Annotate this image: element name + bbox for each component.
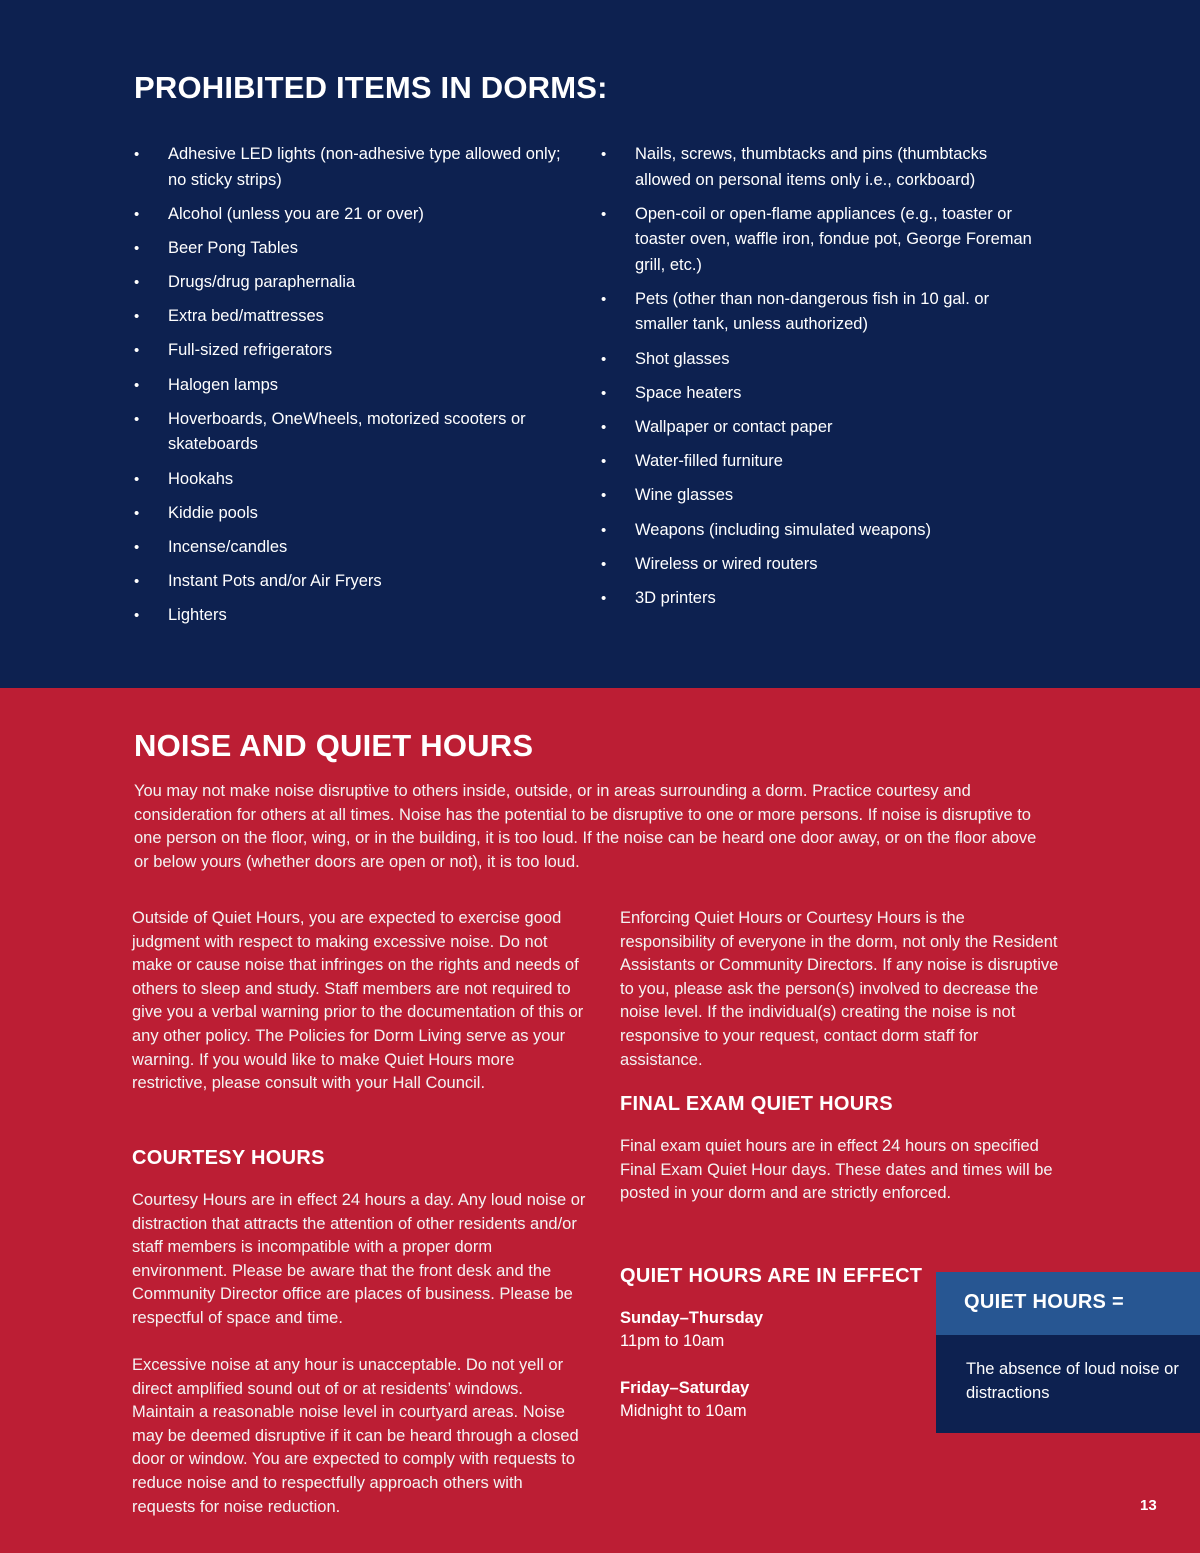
final-exam-text: Final exam quiet hours are in effect 24 hours on specified Final Exam Quiet Hour days. These dates and times will be posted in your dorm and are strictly enforced. xyxy=(620,1137,1053,1203)
prohibited-item: • Weapons (including simulated weapons) xyxy=(601,518,1041,544)
prohibited-item: • Shot glasses xyxy=(601,347,1041,373)
prohibited-item: • Full-sized refrigerators xyxy=(134,338,564,364)
prohibited-item: • Beer Pong Tables xyxy=(134,236,564,262)
noise-title: NOISE AND QUIET HOURS xyxy=(134,728,534,763)
prohibited-item: • Drugs/drug paraphernalia xyxy=(134,270,564,296)
prohibited-item: • Halogen lamps xyxy=(134,373,564,399)
prohibited-item: • Wine glasses xyxy=(601,483,1041,509)
prohibited-item: • Water-filled furniture xyxy=(601,449,1041,475)
quiet-hours-box-body xyxy=(936,1335,1200,1433)
prohibited-item: • Hoverboards, OneWheels, motorized scooters or skateboards xyxy=(134,407,564,458)
excessive-noise-text: Excessive noise at any hour is unacceptable. Do not yell or direct amplified sound out of or at residents’ windows. Maintain a reasonable noise level in courtyard areas. Noise may be deemed disruptive if it can be heard through a closed door or window. You are expected to comply with requests to reduce noise and to respectfully approach others with requests for noise reduction. xyxy=(132,1356,579,1516)
quiet-hours-definition: The absence of loud noise or distractions xyxy=(966,1360,1179,1402)
prohibited-item: • Instant Pots and/or Air Fryers xyxy=(134,569,564,595)
weekend-label: Friday–Saturday xyxy=(620,1379,750,1397)
prohibited-item: • Adhesive LED lights (non-adhesive type allowed only; no sticky strips) xyxy=(134,142,564,193)
prohibited-item: • Pets (other than non-dangerous fish in 10 gal. or smaller tank, unless authorized) xyxy=(601,287,1041,338)
prohibited-item: • Extra bed/mattresses xyxy=(134,304,564,330)
weekday-label: Sunday–Thursday xyxy=(620,1309,764,1327)
prohibited-item: • Nails, screws, thumbtacks and pins (thumbtacks allowed on personal items only i.e., corkboard) xyxy=(601,142,1041,193)
prohibited-items-left-list xyxy=(134,142,564,637)
prohibited-item: • 3D printers xyxy=(601,586,1041,612)
weekend-time: Midnight to 10am xyxy=(620,1402,747,1420)
prohibited-item: • Hookahs xyxy=(134,467,564,493)
page-number: 13 xyxy=(1140,1497,1157,1514)
prohibited-item: • Wireless or wired routers xyxy=(601,552,1041,578)
courtesy-hours-title: COURTESY HOURS xyxy=(132,1147,325,1169)
outside-quiet-hours-text: Outside of Quiet Hours, you are expected to exercise good judgment with respect to making excessive noise. Do not make or cause noise that infringes on the rights and needs of others to sleep and study. Staff members are not required to give you a verbal warning prior to the documentation of this or any other policy. The Policies for Dorm Living serve as your warning. If you would like to make Quiet Hours more restrictive, please consult with your Hall Council. xyxy=(132,909,584,1093)
final-exam-title: FINAL EXAM QUIET HOURS xyxy=(620,1093,893,1115)
prohibited-item: • Wallpaper or contact paper xyxy=(601,415,1041,441)
noise-intro: You may not make noise disruptive to others inside, outside, or in areas surrounding a dorm. Practice courtesy and consideration for others at all times. Noise has the potential to be disruptive to one or more persons. If noise is disruptive to one person on the floor, wing, or in the building, it is too loud. If the noise can be heard one door away, or on the floor above or below yours (whether doors are open or not), it is too loud. xyxy=(134,782,1037,871)
prohibited-items-right-list xyxy=(601,142,1041,620)
weekday-time: 11pm to 10am xyxy=(620,1332,725,1350)
prohibited-item: • Alcohol (unless you are 21 or over) xyxy=(134,202,564,228)
quiet-hours-box-header xyxy=(936,1272,1200,1335)
prohibited-item: • Lighters xyxy=(134,603,564,629)
quiet-hours-box-heading: QUIET HOURS = xyxy=(964,1291,1125,1313)
prohibited-item: • Space heaters xyxy=(601,381,1041,407)
quiet-hours-effect-title: QUIET HOURS ARE IN EFFECT xyxy=(620,1265,923,1287)
enforcing-quiet-hours-text: Enforcing Quiet Hours or Courtesy Hours is the responsibility of everyone in the dorm, not only the Resident Assistants or Community Directors. If any noise is disruptive to you, please ask the person(s) involved to decrease the noise level. If the individual(s) creating the noise is not responsive to your request, contact dorm staff for assistance. xyxy=(620,909,1059,1069)
prohibited-item: • Open-coil or open-flame appliances (e.g., toaster or toaster oven, waffle iron, fondue pot, George Foreman grill, etc.) xyxy=(601,202,1041,279)
prohibited-item: • Incense/candles xyxy=(134,535,564,561)
prohibited-items-section xyxy=(0,0,1200,688)
courtesy-hours-text: Courtesy Hours are in effect 24 hours a day. Any loud noise or distraction that attracts the attention of other residents and/or staff members is incompatible with a proper dorm environment. Please be aware that the front desk and the Community Director office are places of business. Please be respectful of space and time. xyxy=(132,1191,586,1327)
prohibited-items-title: PROHIBITED ITEMS IN DORMS: xyxy=(134,70,608,105)
prohibited-item: • Kiddie pools xyxy=(134,501,564,527)
